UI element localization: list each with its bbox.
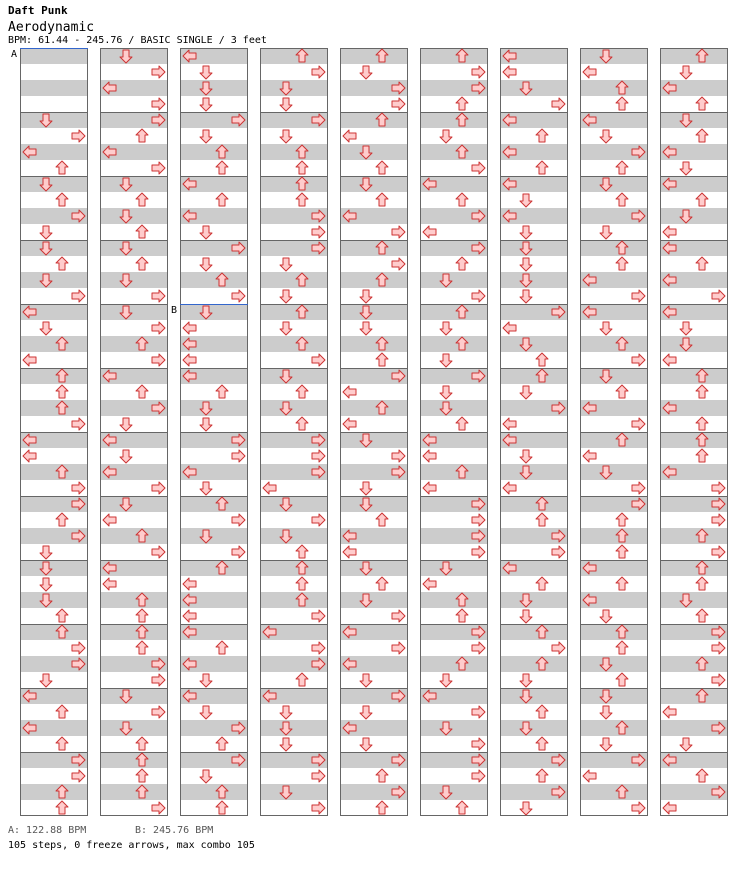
beat-stripe bbox=[20, 400, 88, 416]
beat-stripe bbox=[420, 720, 488, 736]
bpm-legend-b: B: 245.76 BPM bbox=[135, 825, 214, 836]
beat-stripe bbox=[420, 400, 488, 416]
beat-stripe bbox=[660, 560, 728, 576]
chart-column bbox=[580, 48, 648, 816]
beat-stripe bbox=[500, 496, 568, 512]
beat-stripe bbox=[20, 336, 88, 352]
beat-stripe bbox=[100, 752, 168, 768]
beat-stripe bbox=[580, 240, 648, 256]
beat-stripe bbox=[260, 592, 328, 608]
beat-stripe bbox=[100, 272, 168, 288]
beat-stripe bbox=[100, 48, 168, 64]
beat-stripe bbox=[340, 336, 408, 352]
beat-stripe bbox=[420, 784, 488, 800]
beat-stripe bbox=[100, 592, 168, 608]
beat-stripe bbox=[260, 176, 328, 192]
beat-stripe bbox=[180, 496, 248, 512]
beat-stripe bbox=[580, 720, 648, 736]
beat-stripe bbox=[420, 112, 488, 128]
beat-stripe bbox=[20, 176, 88, 192]
beat-stripe bbox=[20, 592, 88, 608]
beat-stripe bbox=[660, 592, 728, 608]
chart-column bbox=[660, 48, 728, 816]
bpm-change-label: B bbox=[171, 305, 178, 316]
beat-stripe bbox=[20, 464, 88, 480]
beat-stripe bbox=[580, 368, 648, 384]
chart-column bbox=[20, 48, 88, 816]
beat-stripe bbox=[500, 368, 568, 384]
beat-stripe bbox=[100, 624, 168, 640]
beat-stripe bbox=[340, 496, 408, 512]
beat-stripe bbox=[340, 240, 408, 256]
beat-stripe bbox=[420, 592, 488, 608]
beat-stripe bbox=[660, 368, 728, 384]
beat-stripe bbox=[660, 656, 728, 672]
beat-stripe bbox=[100, 304, 168, 320]
beat-stripe bbox=[260, 80, 328, 96]
beat-stripe bbox=[180, 528, 248, 544]
beat-stripe bbox=[20, 272, 88, 288]
beat-stripe bbox=[580, 80, 648, 96]
beat-stripe bbox=[20, 112, 88, 128]
beat-stripe bbox=[580, 656, 648, 672]
beat-stripe bbox=[100, 208, 168, 224]
beat-stripe bbox=[420, 48, 488, 64]
beat-stripe bbox=[260, 304, 328, 320]
beat-stripe bbox=[260, 400, 328, 416]
beat-stripe bbox=[20, 48, 88, 64]
beat-stripe bbox=[500, 272, 568, 288]
beat-stripe bbox=[100, 528, 168, 544]
beat-stripe bbox=[260, 784, 328, 800]
beat-stripe bbox=[500, 688, 568, 704]
chart-column bbox=[500, 48, 568, 816]
beat-stripe bbox=[340, 304, 408, 320]
song-title: Aerodynamic bbox=[8, 20, 95, 35]
beat-stripe bbox=[20, 560, 88, 576]
beat-stripe bbox=[340, 144, 408, 160]
beat-stripe bbox=[260, 368, 328, 384]
beat-stripe bbox=[580, 688, 648, 704]
beat-stripe bbox=[20, 368, 88, 384]
beat-stripe bbox=[340, 48, 408, 64]
beat-stripe bbox=[660, 208, 728, 224]
chart-column bbox=[180, 48, 248, 816]
beat-stripe bbox=[340, 272, 408, 288]
beat-stripe bbox=[420, 144, 488, 160]
beat-stripe bbox=[500, 720, 568, 736]
beat-stripe bbox=[420, 304, 488, 320]
chart-column bbox=[420, 48, 488, 816]
beat-stripe bbox=[500, 592, 568, 608]
beat-stripe bbox=[580, 464, 648, 480]
beat-stripe bbox=[660, 432, 728, 448]
beat-stripe bbox=[420, 656, 488, 672]
beat-stripe bbox=[660, 528, 728, 544]
beat-stripe bbox=[660, 112, 728, 128]
beat-stripe bbox=[340, 176, 408, 192]
beat-stripe bbox=[340, 112, 408, 128]
bpm-change-label: A bbox=[11, 49, 18, 60]
beat-stripe bbox=[100, 720, 168, 736]
beat-stripe bbox=[580, 176, 648, 192]
beat-stripe bbox=[180, 80, 248, 96]
beat-stripe bbox=[420, 336, 488, 352]
bpm-legend-a: A: 122.88 BPM bbox=[8, 825, 87, 836]
beat-stripe bbox=[580, 48, 648, 64]
beat-stripe bbox=[260, 496, 328, 512]
beat-stripe bbox=[420, 560, 488, 576]
beat-stripe bbox=[340, 432, 408, 448]
beat-stripe bbox=[500, 336, 568, 352]
beat-stripe bbox=[340, 400, 408, 416]
beat-stripe bbox=[100, 688, 168, 704]
beat-stripe bbox=[100, 784, 168, 800]
beat-stripe bbox=[100, 240, 168, 256]
beat-stripe bbox=[500, 80, 568, 96]
beat-stripe bbox=[20, 240, 88, 256]
beat-stripe bbox=[580, 336, 648, 352]
beat-stripe bbox=[420, 272, 488, 288]
beat-stripe bbox=[260, 272, 328, 288]
beat-stripe bbox=[500, 656, 568, 672]
beat-stripe bbox=[580, 784, 648, 800]
beat-stripe bbox=[180, 144, 248, 160]
beat-stripe bbox=[500, 464, 568, 480]
beat-stripe bbox=[260, 720, 328, 736]
beat-stripe bbox=[100, 176, 168, 192]
beat-stripe bbox=[260, 528, 328, 544]
beat-stripe bbox=[500, 624, 568, 640]
chart-column bbox=[340, 48, 408, 816]
beat-stripe bbox=[580, 432, 648, 448]
chart-column bbox=[100, 48, 168, 816]
beat-stripe bbox=[180, 560, 248, 576]
beat-stripe bbox=[260, 48, 328, 64]
beat-stripe bbox=[100, 496, 168, 512]
beat-stripe bbox=[20, 80, 88, 96]
beat-stripe bbox=[180, 400, 248, 416]
beat-stripe bbox=[340, 560, 408, 576]
chart-info: BPM: 61.44 - 245.76 / BASIC SINGLE / 3 feet bbox=[8, 35, 267, 46]
beat-stripe bbox=[340, 592, 408, 608]
beat-stripe bbox=[420, 464, 488, 480]
beat-stripe bbox=[660, 336, 728, 352]
chart-column bbox=[260, 48, 328, 816]
beat-stripe bbox=[100, 336, 168, 352]
step-stats: 105 steps, 0 freeze arrows, max combo 105 bbox=[8, 840, 255, 851]
beat-stripe bbox=[180, 304, 248, 320]
beat-stripe bbox=[660, 48, 728, 64]
beat-stripe bbox=[260, 144, 328, 160]
beat-stripe bbox=[580, 528, 648, 544]
artist-name: Daft Punk bbox=[8, 4, 68, 17]
beat-stripe bbox=[260, 560, 328, 576]
beat-stripe bbox=[500, 240, 568, 256]
beat-stripe bbox=[180, 784, 248, 800]
beat-stripe bbox=[20, 784, 88, 800]
beat-stripe bbox=[260, 336, 328, 352]
beat-stripe bbox=[180, 272, 248, 288]
beat-stripe bbox=[660, 688, 728, 704]
beat-stripe bbox=[20, 624, 88, 640]
beat-stripe bbox=[580, 624, 648, 640]
